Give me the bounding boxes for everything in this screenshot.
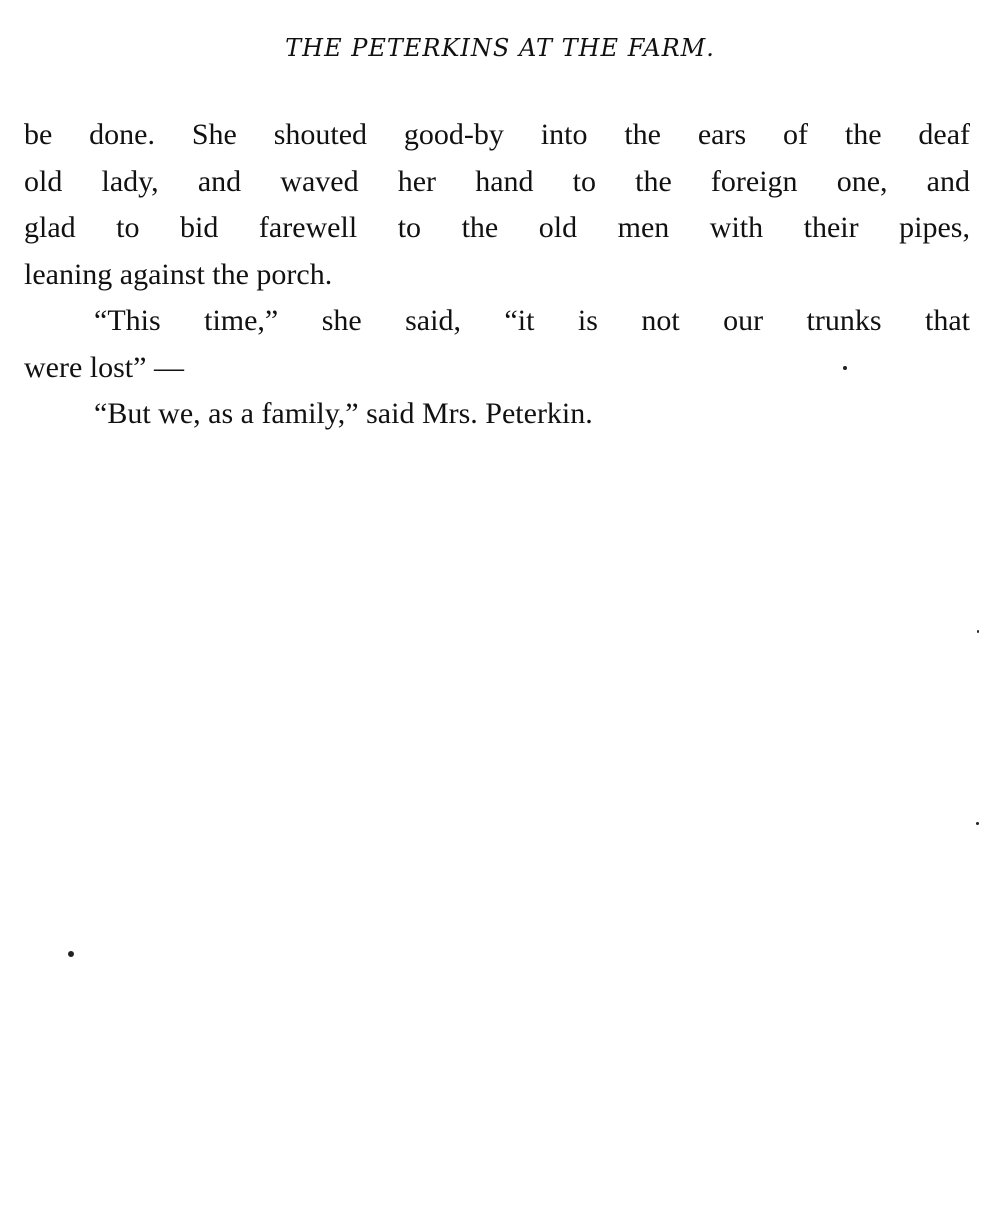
ink-speck [843,366,847,370]
text-line: were lost” — [24,350,184,384]
body-text [24,112,970,438]
text-line: “This time,” she said, “it is not our trunks that [94,304,970,337]
ink-speck [68,951,74,957]
text-line: be done. She shouted good-by into the ears of the deaf [24,118,970,151]
text-line: “But we, as a family,” said Mrs. Peterkin. [94,397,593,430]
ink-speck [976,822,979,825]
text-line: glad to bid farewell to the old men with their pipes, [24,211,970,244]
running-head: THE PETERKINS AT THE FARM. [285,34,715,62]
ink-speck [977,630,979,633]
text-line: old lady, and waved her hand to the foreign one, and [24,164,970,198]
text-line: leaning against the porch. [24,257,333,291]
